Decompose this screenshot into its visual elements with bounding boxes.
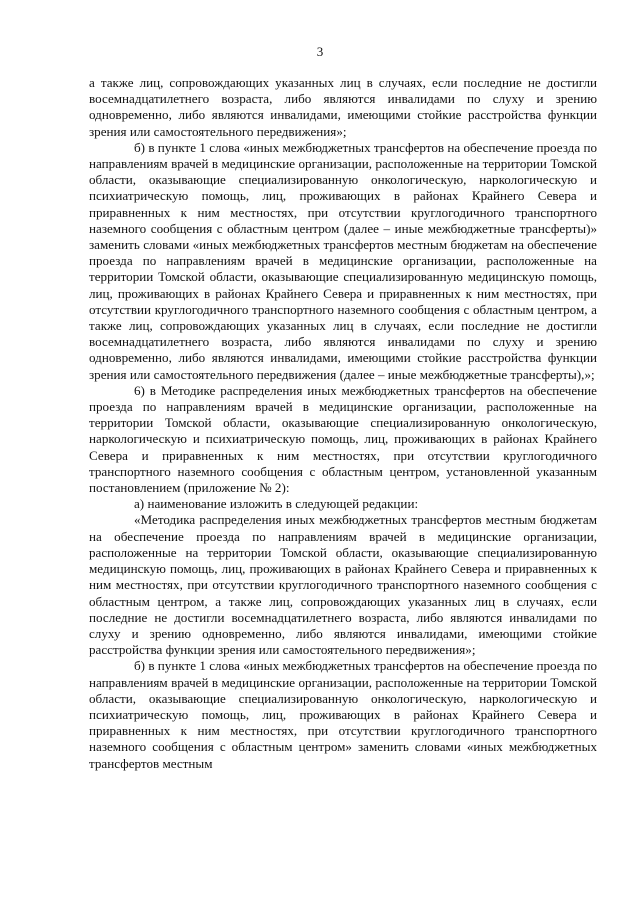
paragraph-item-b-point-1: б) в пункте 1 слова «иных межбюджетных трансфертов на обеспечение проезда по направлениям врачей в медицинские организации, расположенные на территории Томской области, оказывающие специализированную онкологическую, наркологическую и психиатрическую помощь, лиц, проживающих в районах Крайнего Севера и приравненных к ним местностях, при отсутствии круглогодичного транспортного наземного сообщения с областным центром (далее – иные межбюджетные трансферты)» заменить словами «иных межбюджетных трансфертов местным бюджетам на обеспечение проезда по направлениям врачей в медицинские организации, расположенные на территории Томской области, оказывающие специализированную медицинскую помощь, лиц, проживающих в районах Крайнего Севера и приравненных к ним местностях, при отсутствии круглогодичного транспортного наземного сообщения с областным центром, а также лиц, сопровождающих указанных лиц в случаях, если последние не достигли восемнадцатилетнего возраста, либо являются инвалидами по слуху и зрению одновременно, либо являются инвалидами, имеющими стойкие расстройства функции зрения или самостоятельного передвижения (далее – иные межбюджетные трансферты),»; [89, 139, 597, 382]
document-body [89, 75, 597, 772]
paragraph-item-6-methodology: 6) в Методике распределения иных межбюджетных трансфертов на обеспечение проезда по направлениям врачей в медицинские организации, расположенные на территории Томской области, оказывающие специализированную онкологическую, наркологическую и психиатрическую помощь, лиц, проживающих в районах Крайнего Севера и приравненных к ним местностях, при отсутствии круглогодичного транспортного наземного сообщения с областным центром, установленной указанным постановлением (приложение № 2): [89, 382, 597, 496]
paragraph-item-a-title: а) наименование изложить в следующей редакции: [134, 496, 419, 512]
page-number: 3 [316, 44, 324, 59]
paragraph-item-b-point-1-second: б) в пункте 1 слова «иных межбюджетных трансфертов на обеспечение проезда по направлениям врачей в медицинские организации, расположенные на территории Томской области, оказывающие специализированную онкологическую, наркологическую и психиатрическую помощь, лиц, проживающих в районах Крайнего Севера и приравненных к ним местностях, при отсутствии круглогодичного транспортного наземного сообщения с областным центром» заменить словами «иных межбюджетных трансфертов местным [89, 658, 597, 771]
paragraph-quoted-title: «Методика распределения иных межбюджетных трансфертов местным бюджетам на обеспечение проезда по направлениям врачей в медицинские организации, расположенные на территории Томской области, оказывающие специализированную медицинскую помощь, лиц, проживающих в районах Крайнего Севера и приравненных к ним местностях, при отсутствии круглогодичного транспортного наземного сообщения с областным центром, а также лиц, сопровождающих указанных лиц в случаях, если последние не достигли восемнадцатилетнего возраста, либо являются инвалидами по слуху и зрению одновременно, либо являются инвалидами, имеющими стойкие расстройства функции зрения или самостоятельного передвижения»; [89, 512, 597, 658]
paragraph-continuation: а также лиц, сопровождающих указанных лиц в случаях, если последние не достигли восемнадцатилетнего возраста, либо являются инвалидами по слуху и зрению одновременно, либо являются инвалидами, имеющими стойкие расстройства функции зрения или самостоятельного передвижения»; [89, 75, 597, 139]
